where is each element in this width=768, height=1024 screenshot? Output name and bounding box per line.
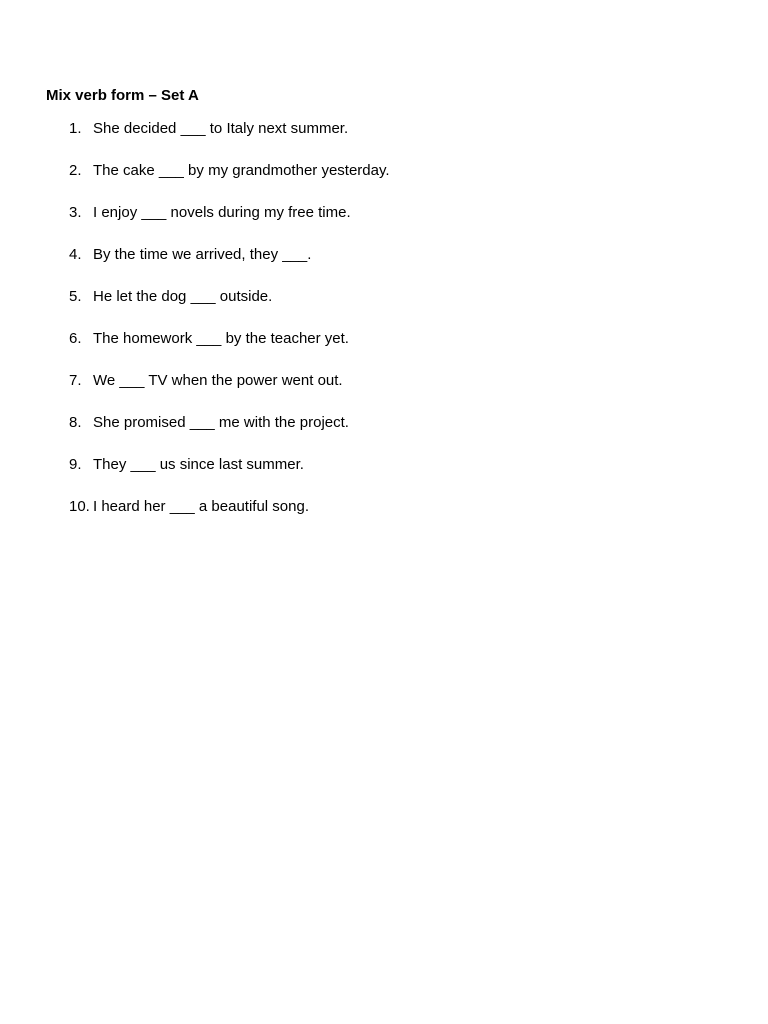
item-sentence: She decided ___ to Italy next summer. (93, 120, 349, 137)
item-sentence: By the time we arrived, they ___. (93, 246, 312, 263)
item-sentence: She promised ___ me with the project. (93, 414, 349, 431)
item-number: 10. (69, 498, 90, 515)
item-sentence: The cake ___ by my grandmother yesterday. (93, 162, 390, 179)
item-sentence: He let the dog ___ outside. (93, 288, 273, 305)
item-sentence: I enjoy ___ novels during my free time. (93, 204, 351, 221)
item-sentence: The homework ___ by the teacher yet. (93, 330, 349, 347)
item-number: 6. (69, 330, 82, 347)
item-number: 1. (69, 120, 82, 137)
item-number: 7. (69, 372, 82, 389)
item-sentence: They ___ us since last summer. (93, 456, 304, 473)
item-number: 8. (69, 414, 82, 431)
item-number: 3. (69, 204, 82, 221)
item-number: 2. (69, 162, 82, 179)
item-number: 9. (69, 456, 82, 473)
worksheet-title: Mix verb form – Set A (46, 87, 199, 104)
item-number: 4. (69, 246, 82, 263)
item-sentence: I heard her ___ a beautiful song. (93, 498, 309, 515)
item-sentence: We ___ TV when the power went out. (93, 372, 343, 389)
item-number: 5. (69, 288, 82, 305)
